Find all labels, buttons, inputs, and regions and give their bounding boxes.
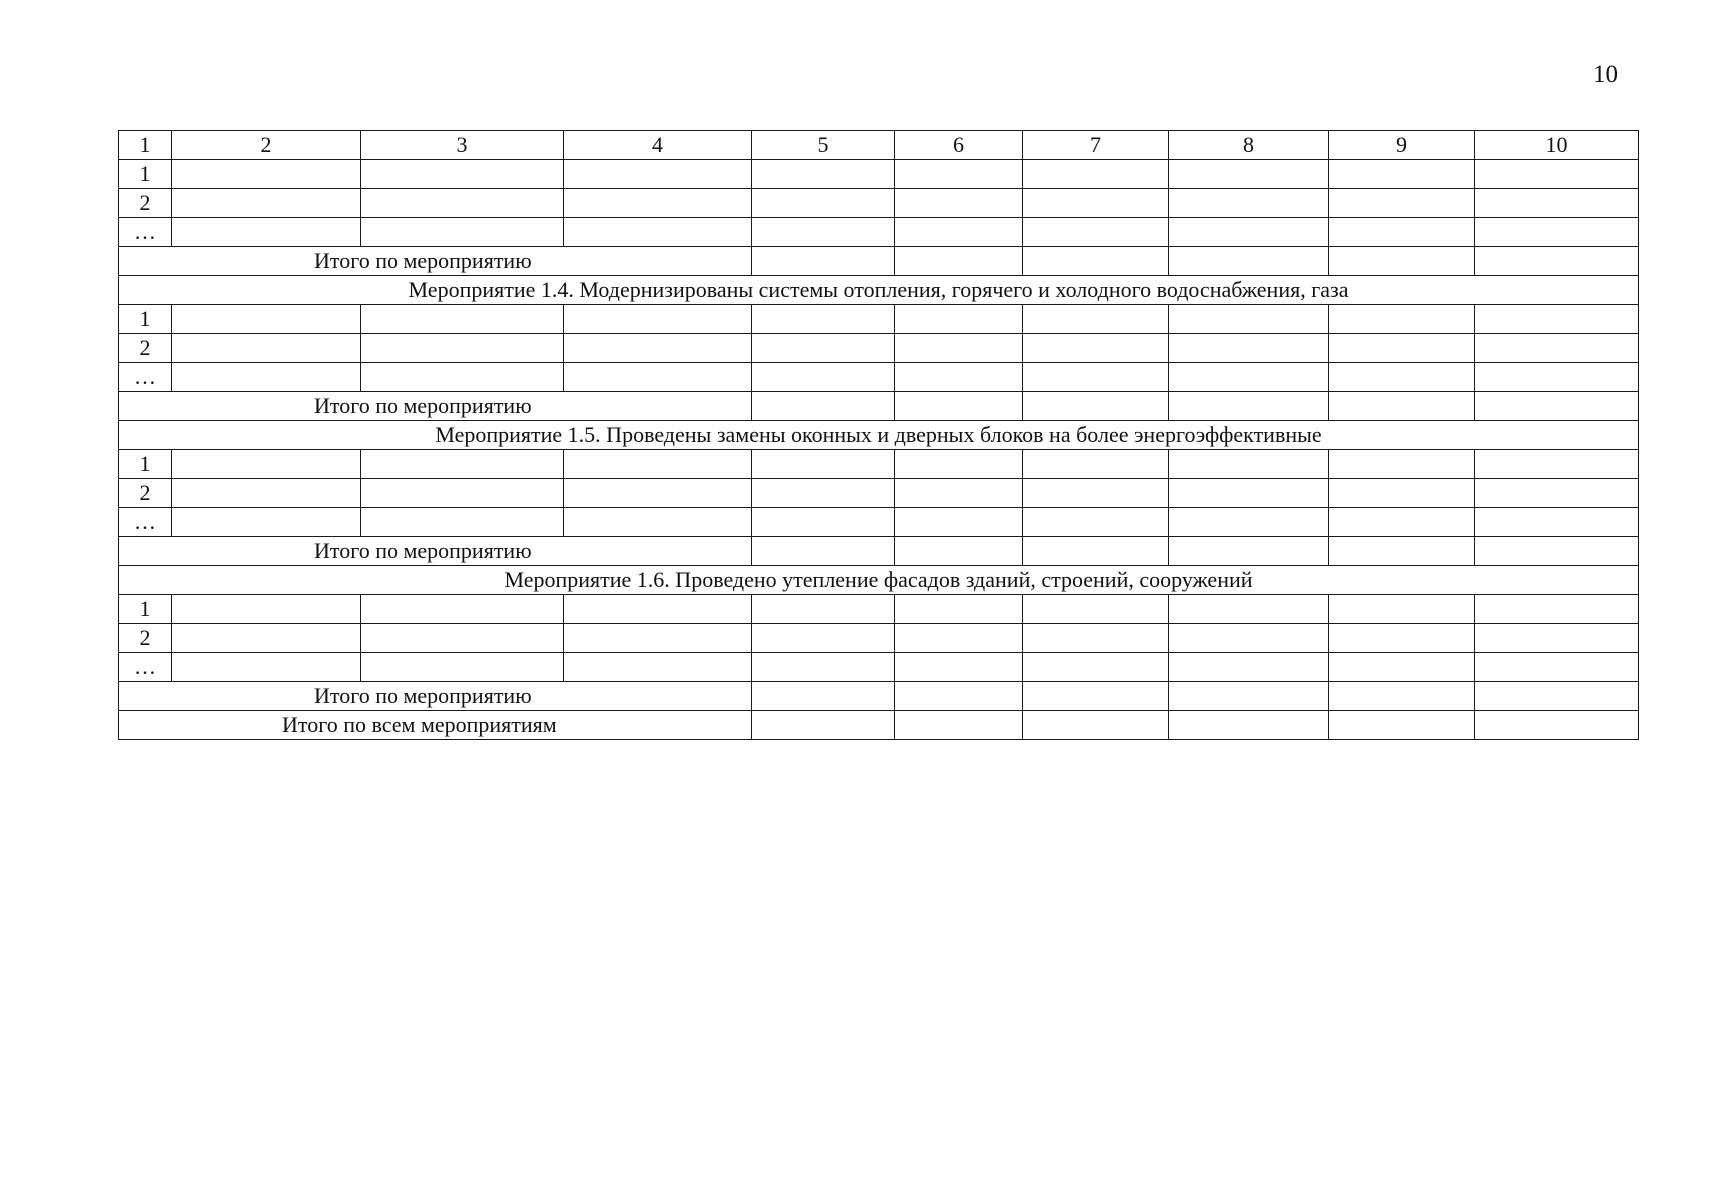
table-cell	[1023, 160, 1169, 189]
table-cell	[1475, 160, 1639, 189]
table-cell	[895, 305, 1023, 334]
row-index: 2	[119, 334, 172, 363]
table-cell	[564, 189, 752, 218]
table-row	[119, 653, 1639, 682]
row-index: …	[119, 363, 172, 392]
table-cell	[895, 189, 1023, 218]
table-cell	[895, 595, 1023, 624]
table-cell	[1169, 508, 1329, 537]
table-cell	[895, 363, 1023, 392]
table-cell	[361, 305, 564, 334]
table-cell	[1329, 160, 1475, 189]
table-cell	[1475, 624, 1639, 653]
table-cell	[1329, 595, 1475, 624]
table-row	[119, 624, 1639, 653]
table-cell	[752, 218, 895, 247]
table-cell	[1475, 711, 1639, 740]
table-cell	[564, 160, 752, 189]
table-cell	[1023, 479, 1169, 508]
table-cell	[361, 624, 564, 653]
table-cell	[172, 508, 361, 537]
table-row	[119, 218, 1639, 247]
table-cell	[1329, 363, 1475, 392]
table-cell	[1023, 189, 1169, 218]
table-cell	[1023, 595, 1169, 624]
table-cell	[1329, 711, 1475, 740]
table-cell	[1475, 363, 1639, 392]
table-row	[119, 305, 1639, 334]
row-index: 1	[119, 595, 172, 624]
table-cell	[1023, 247, 1169, 276]
table-cell	[1475, 508, 1639, 537]
section-total-row	[119, 247, 1639, 276]
table-cell	[1169, 305, 1329, 334]
table-cell	[564, 653, 752, 682]
section-title: Мероприятие 1.6. Проведено утепление фасадов зданий, строений, сооружений	[119, 566, 1639, 595]
table-cell	[172, 653, 361, 682]
table-cell	[361, 334, 564, 363]
row-index: 1	[119, 450, 172, 479]
row-index: 2	[119, 479, 172, 508]
table-cell	[172, 334, 361, 363]
table-cell	[895, 682, 1023, 711]
table-cell	[1169, 595, 1329, 624]
table-cell	[1329, 189, 1475, 218]
table-cell	[172, 479, 361, 508]
table-row	[119, 160, 1639, 189]
table-cell	[1169, 682, 1329, 711]
table-cell	[1329, 218, 1475, 247]
table-cell	[895, 537, 1023, 566]
table-cell	[172, 189, 361, 218]
table-cell	[1329, 653, 1475, 682]
table-cell	[1169, 160, 1329, 189]
table-cell	[361, 189, 564, 218]
section-title: Мероприятие 1.5. Проведены замены оконных и дверных блоков на более энергоэффективные	[119, 421, 1639, 450]
section-total-row	[119, 537, 1639, 566]
table-cell	[1169, 624, 1329, 653]
column-number-cell: 4	[564, 131, 752, 160]
table-cell	[1329, 334, 1475, 363]
table-cell	[752, 247, 895, 276]
section-title-row	[119, 421, 1639, 450]
table-cell	[1023, 305, 1169, 334]
table-cell	[1023, 537, 1169, 566]
table-cell	[564, 479, 752, 508]
table-cell	[1475, 218, 1639, 247]
table-cell	[752, 334, 895, 363]
table-cell	[752, 653, 895, 682]
row-index: 2	[119, 624, 172, 653]
table-cell	[752, 479, 895, 508]
table-cell	[1023, 218, 1169, 247]
table-cell	[1475, 537, 1639, 566]
table-cell	[1023, 508, 1169, 537]
table-cell	[895, 479, 1023, 508]
table-cell	[1329, 479, 1475, 508]
table-cell	[895, 334, 1023, 363]
table-cell	[1169, 334, 1329, 363]
table-row	[119, 450, 1639, 479]
table-cell	[172, 624, 361, 653]
table-cell	[752, 363, 895, 392]
table-row	[119, 479, 1639, 508]
column-number-cell: 6	[895, 131, 1023, 160]
table-row	[119, 508, 1639, 537]
table-cell	[1169, 537, 1329, 566]
table-cell	[895, 218, 1023, 247]
table-cell	[752, 682, 895, 711]
column-number-cell: 10	[1475, 131, 1639, 160]
table-cell	[361, 450, 564, 479]
table-cell	[1023, 682, 1169, 711]
table-cell	[1475, 595, 1639, 624]
table-cell	[895, 624, 1023, 653]
table-cell	[1169, 247, 1329, 276]
section-total-label: Итого по мероприятию	[119, 537, 752, 566]
table-cell	[1475, 247, 1639, 276]
table-cell	[1169, 189, 1329, 218]
table-cell	[564, 508, 752, 537]
table-cell	[895, 711, 1023, 740]
section-title-row	[119, 276, 1639, 305]
column-number-cell: 5	[752, 131, 895, 160]
table-cell	[1169, 450, 1329, 479]
section-total-label: Итого по мероприятию	[119, 392, 752, 421]
table-cell	[1329, 537, 1475, 566]
table-cell	[1169, 711, 1329, 740]
table-cell	[1023, 392, 1169, 421]
table-cell	[361, 363, 564, 392]
table-cell	[1169, 392, 1329, 421]
section-title-row	[119, 566, 1639, 595]
table-cell	[752, 508, 895, 537]
table-cell	[1475, 682, 1639, 711]
column-number-cell: 3	[361, 131, 564, 160]
column-number-cell: 2	[172, 131, 361, 160]
section-total-row	[119, 392, 1639, 421]
column-number-row	[119, 131, 1639, 160]
table-cell	[1169, 479, 1329, 508]
section-title: Мероприятие 1.4. Модернизированы системы отопления, горячего и холодного водоснабжения, газа	[119, 276, 1639, 305]
table-cell	[1475, 305, 1639, 334]
page-number: 10	[1593, 61, 1618, 88]
table-cell	[172, 363, 361, 392]
table-cell	[752, 160, 895, 189]
table-cell	[1023, 624, 1169, 653]
table-cell	[1475, 334, 1639, 363]
table-cell	[564, 363, 752, 392]
table-cell	[361, 653, 564, 682]
table-cell	[1023, 653, 1169, 682]
table-cell	[752, 392, 895, 421]
table-cell	[1023, 711, 1169, 740]
table-cell	[752, 305, 895, 334]
table-cell	[361, 508, 564, 537]
table-cell	[361, 479, 564, 508]
column-number-cell: 8	[1169, 131, 1329, 160]
table-cell	[895, 247, 1023, 276]
table-cell	[1169, 653, 1329, 682]
table-cell	[564, 334, 752, 363]
table-cell	[1169, 218, 1329, 247]
table-cell	[1023, 450, 1169, 479]
table-row	[119, 595, 1639, 624]
row-index: …	[119, 218, 172, 247]
section-total-label: Итого по мероприятию	[119, 247, 752, 276]
table-cell	[752, 537, 895, 566]
table-cell	[1329, 508, 1475, 537]
row-index: 1	[119, 305, 172, 334]
table-cell	[1169, 363, 1329, 392]
table-cell	[1023, 363, 1169, 392]
table-cell	[895, 508, 1023, 537]
grand-total-label: Итого по всем мероприятиям	[119, 711, 752, 740]
table-cell	[172, 595, 361, 624]
table-cell	[752, 711, 895, 740]
table-cell	[895, 653, 1023, 682]
table-cell	[752, 450, 895, 479]
events-table	[118, 130, 1639, 740]
table-cell	[564, 595, 752, 624]
table-cell	[172, 218, 361, 247]
table-cell	[1329, 682, 1475, 711]
table-cell	[361, 218, 564, 247]
table-cell	[1475, 653, 1639, 682]
table-cell	[1475, 189, 1639, 218]
table-cell	[1329, 305, 1475, 334]
table-row	[119, 363, 1639, 392]
row-index: 1	[119, 160, 172, 189]
table-cell	[564, 218, 752, 247]
table-cell	[895, 392, 1023, 421]
section-total-label: Итого по мероприятию	[119, 682, 752, 711]
grand-total-row	[119, 711, 1639, 740]
table-row	[119, 334, 1639, 363]
table-cell	[1329, 624, 1475, 653]
table-cell	[564, 305, 752, 334]
table-cell	[1329, 392, 1475, 421]
section-total-row	[119, 682, 1639, 711]
table-cell	[361, 160, 564, 189]
table-row	[119, 189, 1639, 218]
row-index: …	[119, 508, 172, 537]
table-cell	[752, 189, 895, 218]
table-cell	[752, 595, 895, 624]
table-cell	[172, 305, 361, 334]
column-number-cell: 1	[119, 131, 172, 160]
row-index: …	[119, 653, 172, 682]
table-cell	[1475, 392, 1639, 421]
column-number-cell: 7	[1023, 131, 1169, 160]
column-number-cell: 9	[1329, 131, 1475, 160]
table-cell	[172, 450, 361, 479]
table-cell	[361, 595, 564, 624]
table-cell	[1329, 450, 1475, 479]
table-cell	[895, 450, 1023, 479]
table-cell	[752, 624, 895, 653]
table-cell	[895, 160, 1023, 189]
table-cell	[564, 450, 752, 479]
table-cell	[1475, 450, 1639, 479]
table-cell	[564, 624, 752, 653]
table-cell	[1329, 247, 1475, 276]
row-index: 2	[119, 189, 172, 218]
table-cell	[172, 160, 361, 189]
table-cell	[1475, 479, 1639, 508]
table-cell	[1023, 334, 1169, 363]
